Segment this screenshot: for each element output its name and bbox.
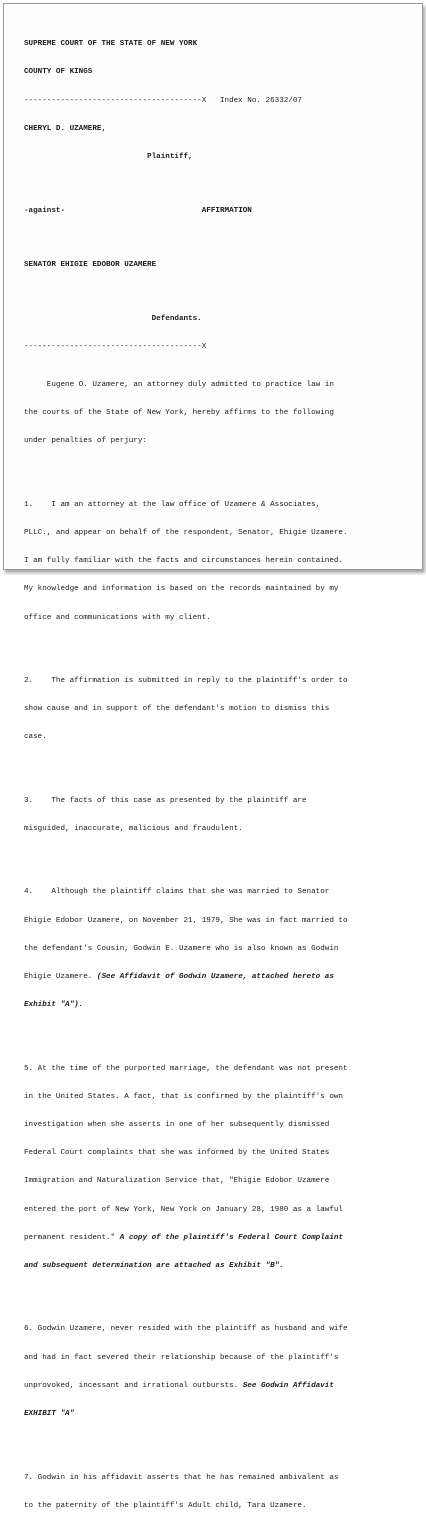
document-frame	[3, 3, 423, 1510]
intro-line: under penalties of perjury:	[24, 437, 148, 446]
paragraph-6-line: unprovoked, incessant and irrational outbursts. See Godwin Affidavit	[24, 1381, 334, 1390]
exhibit-b-reference: and subsequent determination are attached as Exhibit "B".	[24, 1262, 284, 1271]
exhibit-b-reference: A copy of the plaintiff's Federal Court Complaint	[119, 1233, 343, 1242]
against-label: -against-	[24, 207, 66, 216]
paragraph-5-line: Immigration and Naturalization Service that, "Ehigie Edobor Uzamere	[24, 1177, 330, 1186]
exhibit-a-reference: EXHIBIT "A"	[24, 1410, 75, 1419]
paragraph-1-line: I am fully familiar with the facts and circumstances herein contained.	[24, 557, 343, 566]
exhibit-a-reference: Exhibit "A").	[24, 1001, 84, 1010]
paragraph-5-line: investigation when she asserts in one of her subsequently dismissed	[24, 1121, 330, 1130]
paragraph-7-line: to the paternity of the plaintiff's Adult child, Tara Uzamere.	[24, 1501, 307, 1510]
paragraph-1-line: 1. I am an attorney at the law office of Uzamere & Associates,	[24, 500, 321, 509]
paragraph-6-line: 6. Godwin Uzamere, never resided with the plaintiff as husband and wife	[24, 1325, 348, 1334]
paragraph-4-line: Ehigie Edobor Uzamere, on November 21, 1979, She was in fact married to	[24, 916, 348, 925]
exhibit-a-reference: (See Affidavit of Godwin Uzamere, attached hereto as	[96, 973, 334, 982]
caption-rule-top: ---------------------------------------X Index No. 26332/07	[24, 96, 302, 105]
paragraph-2-line: 2. The affirmation is submitted in reply to the plaintiff's order to	[24, 676, 348, 685]
court-name: SUPREME COURT OF THE STATE OF NEW YORK	[24, 40, 198, 49]
paragraph-2-line: case.	[24, 733, 47, 742]
paragraph-3-line: 3. The facts of this case as presented by the plaintiff are	[24, 796, 307, 805]
paragraph-7-line: 7. Godwin in his affidavit asserts that he has remained ambivalent as	[24, 1473, 339, 1482]
index-number: 26332/07	[265, 96, 302, 105]
paragraph-4-line	[24, 1001, 408, 1010]
document-title: AFFIRMATION	[201, 207, 252, 216]
paragraph-5-line: in the United States. A fact, that is confirmed by the plaintiff's own	[24, 1092, 343, 1101]
paragraph-5-line: permanent resident." A copy of the plaintiff's Federal Court Complaint	[24, 1233, 343, 1242]
county-name: COUNTY OF KINGS	[24, 68, 93, 77]
paragraph-6-line: and had in fact severed their relationship because of the plaintiff's	[24, 1353, 339, 1362]
paragraph-4-line: Ehigie Uzamere. (See Affidavit of Godwin Uzamere, attached hereto as	[24, 973, 334, 982]
paragraph-5-line: 5. At the time of the purported marriage, the defendant was not present	[24, 1064, 348, 1073]
paragraph-4-line: 4. Although the plaintiff claims that she was married to Senator	[24, 888, 330, 897]
paragraph-1-line: PLLC., and appear on behalf of the respondent, Senator, Ehigie Uzamere.	[24, 528, 348, 537]
paragraph-4-line: the defendant's Cousin, Godwin E. Uzamere who is also known as Godwin	[24, 944, 339, 953]
intro-line: the courts of the State of New York, hereby affirms to the following	[24, 409, 334, 418]
affirmation-page	[24, 12, 408, 1539]
paragraph-1-line: My knowledge and information is based on the records maintained by my	[24, 585, 339, 594]
against-row	[24, 207, 408, 216]
exhibit-a-reference: See Godwin Affidavit	[242, 1381, 334, 1390]
defendants-label-row: Defendants.	[151, 315, 202, 324]
paragraph-5-line: Federal Court complaints that she was informed by the United States	[24, 1149, 330, 1158]
defendant-name: SENATOR EHIGIE EDOBOR UZAMERE	[24, 261, 157, 270]
paragraph-3-line: misguided, inaccurate, malicious and fraudulent.	[24, 824, 243, 833]
paragraph-5-line: entered the port of New York, New York on January 28, 1980 as a lawful	[24, 1205, 343, 1214]
plaintiff-label-row: Plaintiff,	[147, 153, 193, 162]
paragraph-2-line: show cause and in support of the defendant's motion to dismiss this	[24, 705, 330, 714]
index-label: Index No.	[219, 96, 261, 105]
paragraph-1-line: office and communications with my client.	[24, 613, 211, 622]
plaintiff-name: CHERYL D. UZAMERE,	[24, 124, 107, 133]
caption-rule-bottom: ---------------------------------------X	[24, 343, 207, 352]
intro-line: Eugene O. Uzamere, an attorney duly admitted to practice law in	[24, 380, 334, 389]
